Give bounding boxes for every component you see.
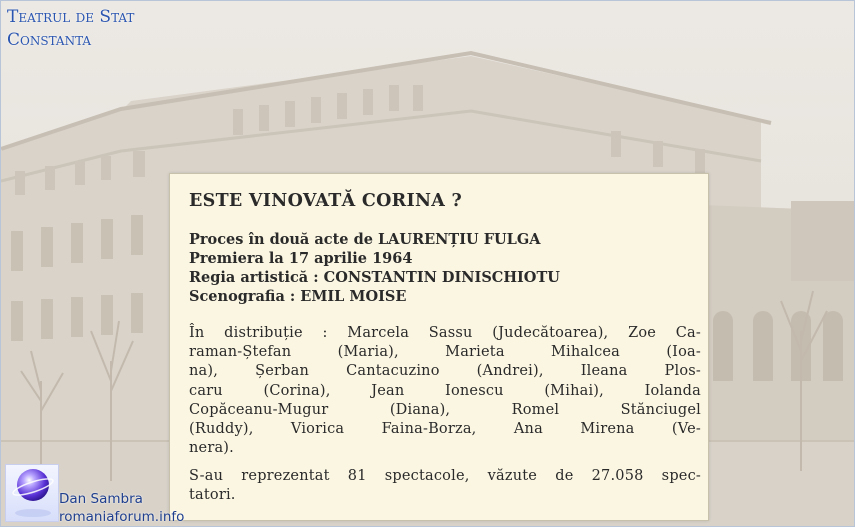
play-credits [189,230,560,306]
cast-line: (Ruddy), Viorica Faina-Borza, Ana Mirena (Ve- [189,421,701,438]
director-line: Regia artistică : CONSTANTIN DINISCHIOTU [189,269,560,286]
globe-logo-icon [5,464,59,522]
play-title: ESTE VINOVATĂ CORINA ? [189,191,463,211]
scenography-line: Scenografia : EMIL MOISE [189,288,407,305]
play-author-line: Proces în două acte de LAURENȚIU FULGA [189,231,541,248]
credit-site: romaniaforum.info [59,509,185,525]
cast-line: În distribuție : Marcela Sassu (Judecătoarea), Zoe Ca- [189,325,701,341]
cast-line: nera). [189,440,234,457]
cast-line: caru (Corina), Jean Ionescu (Mihai), Iolanda [189,382,701,399]
stats-line: tatori. [189,487,236,504]
performance-stats [189,467,701,505]
theatre-name-line-2: Constanta [7,30,92,50]
cast-line: na), Șerban Cantacuzino (Andrei), Ileana Plos- [189,363,701,380]
cast-line: Copăceanu-Mugur (Diana), Romel Stănciugel [189,401,701,418]
theatre-name-line-1: Teatrul de Stat [7,7,135,27]
credit-author: Dan Sambra [59,491,143,507]
cast-paragraph [189,324,701,458]
cast-line: raman-Ștefan (Maria), Marieta Mihalcea (Ioa- [189,344,701,361]
stats-line: S-au reprezentat 81 spectacole, văzute de 27.058 spec- [189,468,701,484]
watermark-credit [59,490,184,526]
premiere-date-line: Premiera la 17 aprilie 1964 [189,250,413,267]
theatre-name [7,6,134,52]
play-info-card [169,173,709,521]
